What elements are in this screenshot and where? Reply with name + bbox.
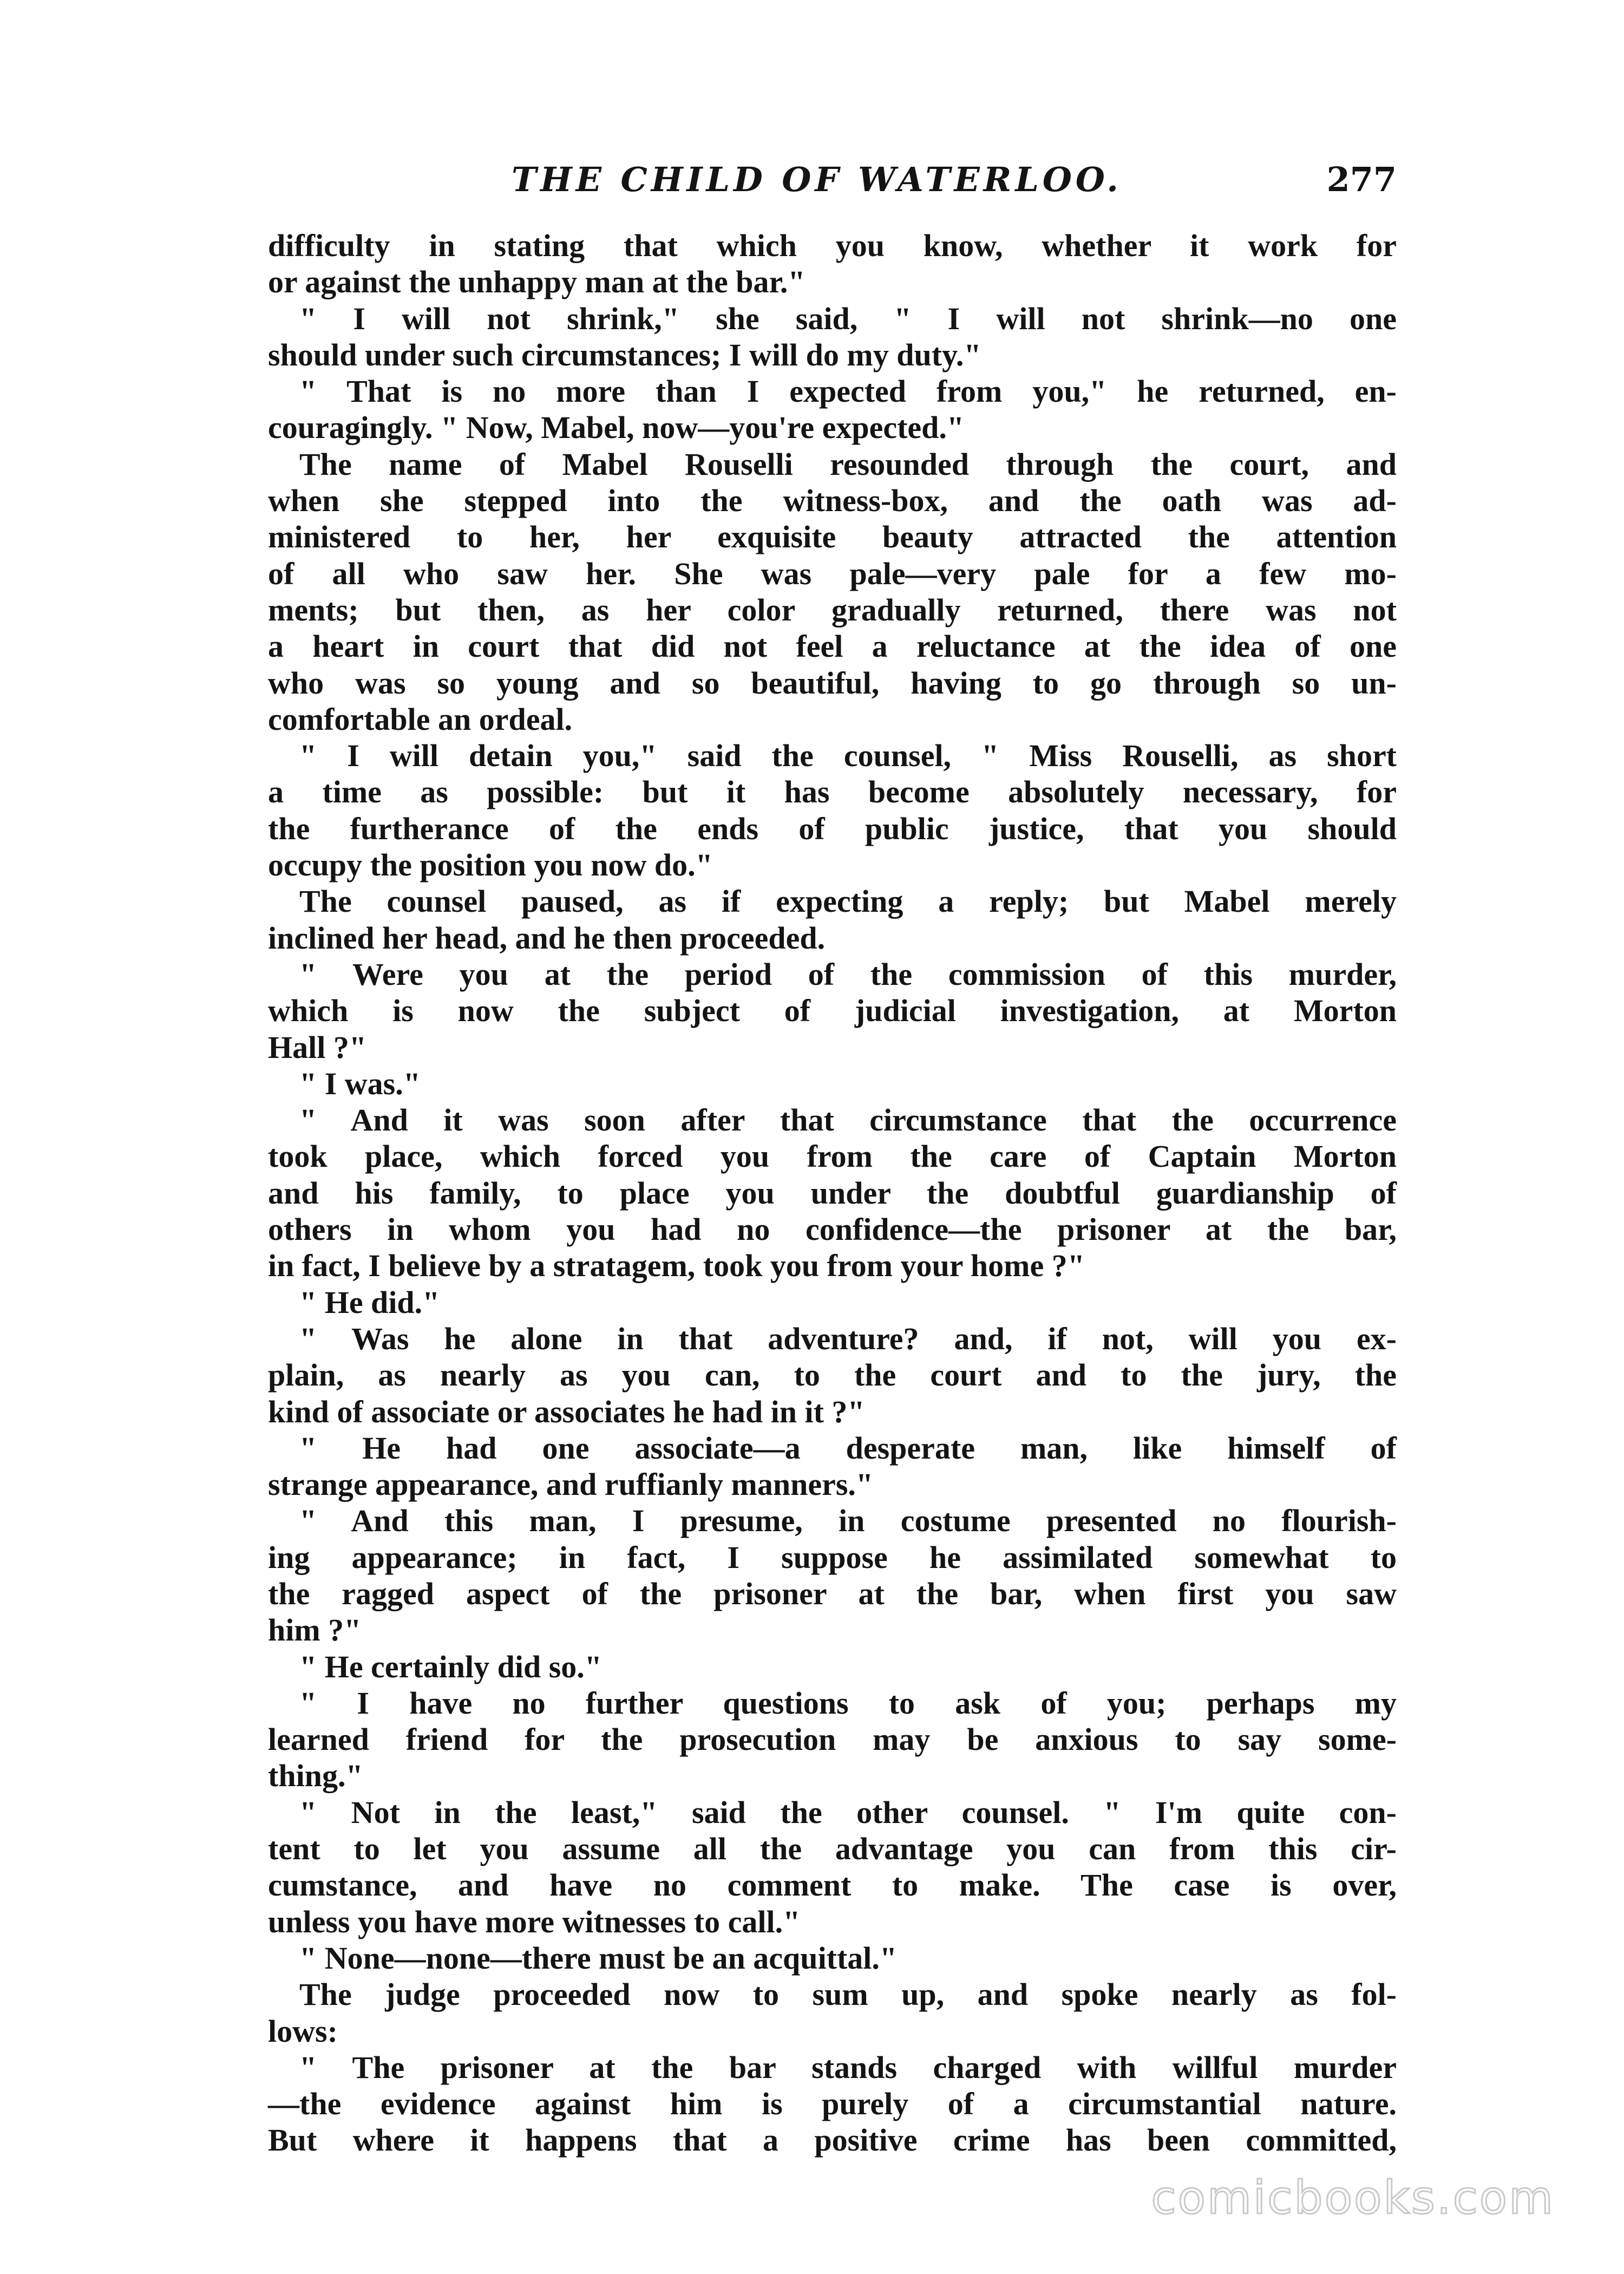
text-line: kind of associate or associates he had in it ?": [268, 1394, 865, 1429]
text-line: who was so young and so beautiful, having to go through so un-: [268, 665, 1397, 701]
text-line: But where it happens that a positive crime has been committed,: [268, 2122, 1397, 2158]
text-line: the furtherance of the ends of public justice, that you should: [268, 811, 1397, 846]
text-line: Hall ?": [268, 1029, 367, 1065]
text-line: " None—none—there must be an acquittal.": [299, 1940, 898, 1976]
text-line: " I have no further questions to ask of you; perhaps my: [299, 1685, 1397, 1721]
book-page: [268, 0, 1397, 2274]
text-line: " I was.": [299, 1066, 421, 1101]
text-line: " The prisoner at the bar stands charged with willful murder: [299, 2049, 1397, 2085]
text-line: others in whom you had no confidence—the prisoner at the bar,: [268, 1212, 1397, 1247]
text-line: when she stepped into the witness-box, and the oath was ad-: [268, 483, 1397, 519]
text-line: The name of Mabel Rouselli resounded through the court, and: [299, 446, 1397, 482]
site-watermark: comicbooks.com: [1151, 2171, 1555, 2224]
text-line: the ragged aspect of the prisoner at the bar, when first you saw: [268, 1576, 1397, 1611]
text-line: " Were you at the period of the commission of this murder,: [299, 956, 1397, 992]
text-line: and his family, to place you under the doubtful guardianship of: [268, 1175, 1397, 1211]
text-line: should under such circumstances; I will do my duty.": [268, 337, 981, 373]
text-line: strange appearance, and ruffianly manners.": [268, 1467, 874, 1502]
text-line: plain, as nearly as you can, to the court and to the jury, the: [268, 1357, 1397, 1393]
text-line: ministered to her, her exquisite beauty attracted the attention: [268, 519, 1397, 555]
text-line: " And this man, I presume, in costume presented no flourish-: [299, 1503, 1397, 1539]
text-line: —the evidence against him is purely of a circumstantial nature.: [268, 2086, 1397, 2122]
text-line: took place, which forced you from the care of Captain Morton: [268, 1139, 1397, 1174]
text-line: " He certainly did so.": [299, 1649, 602, 1684]
running-head: [268, 153, 1397, 207]
text-line: comfortable an ordeal.: [268, 701, 573, 737]
text-line: cumstance, and have no comment to make. The case is over,: [268, 1867, 1397, 1903]
text-line: couragingly. " Now, Mabel, now—you're expected.": [268, 410, 965, 446]
text-line: " I will not shrink," she said, " I will not shrink—no one: [299, 300, 1397, 336]
text-line: inclined her head, and he then proceeded.: [268, 920, 826, 956]
text-line: The judge proceeded now to sum up, and spoke nearly as fol-: [299, 1977, 1397, 2012]
text-line: ing appearance; in fact, I suppose he assimilated somewhat to: [268, 1539, 1397, 1575]
text-line: " Was he alone in that adventure? and, if not, will you ex-: [299, 1321, 1397, 1356]
text-line: or against the unhappy man at the bar.": [268, 264, 806, 300]
text-line: ments; but then, as her color gradually returned, there was not: [268, 592, 1397, 628]
text-line: unless you have more witnesses to call.": [268, 1904, 801, 1939]
text-line: " That is no more than I expected from you," he returned, en-: [299, 374, 1397, 409]
text-line: occupy the position you now do.": [268, 847, 713, 883]
running-title: THE CHILD OF WATERLOO.: [512, 160, 1122, 199]
text-line: difficulty in stating that which you know, whether it work for: [268, 228, 1397, 263]
text-line: in fact, I believe by a stratagem, took you from your home ?": [268, 1248, 1085, 1284]
text-line: " He had one associate—a desperate man, like himself of: [299, 1430, 1397, 1466]
text-line: thing.": [268, 1758, 363, 1794]
text-line: of all who saw her. She was pale—very pale for a few mo-: [268, 556, 1397, 591]
text-line: lows:: [268, 2013, 338, 2049]
body-text: [268, 227, 1397, 2159]
text-line: a heart in court that did not feel a reluctance at the idea of one: [268, 629, 1397, 664]
text-line: " Not in the least," said the other counsel. " I'm quite con-: [299, 1794, 1397, 1830]
text-line: a time as possible: but it has become absolutely necessary, for: [268, 774, 1397, 810]
page-number: 277: [1326, 160, 1397, 199]
text-line: which is now the subject of judicial investigation, at Morton: [268, 993, 1397, 1029]
text-line: The counsel paused, as if expecting a reply; but Mabel merely: [299, 884, 1397, 919]
text-line: tent to let you assume all the advantage you can from this cir-: [268, 1831, 1397, 1867]
text-line: learned friend for the prosecution may be anxious to say some-: [268, 1722, 1397, 1757]
text-line: " He did.": [299, 1284, 440, 1320]
text-line: " I will detain you," said the counsel, " Miss Rouselli, as short: [299, 738, 1397, 774]
text-line: him ?": [268, 1612, 362, 1648]
text-line: " And it was soon after that circumstance that the occurrence: [299, 1102, 1397, 1138]
